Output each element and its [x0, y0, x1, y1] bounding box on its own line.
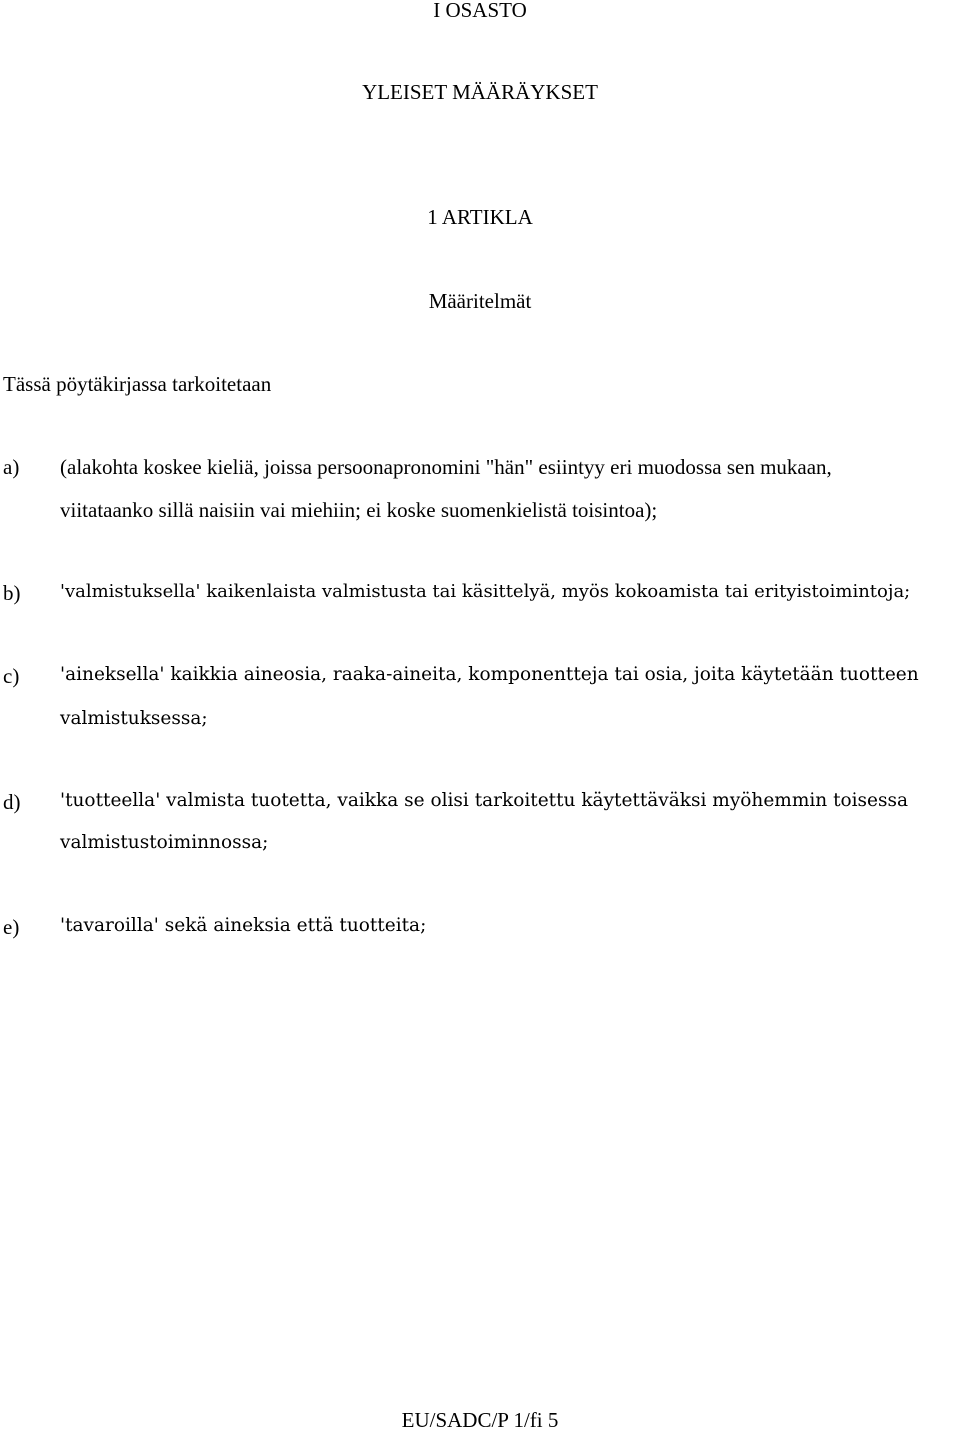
- definition-line: valmistuksessa;: [60, 708, 208, 729]
- definition-marker: d): [3, 790, 21, 814]
- part-heading: I OSASTO: [433, 0, 527, 22]
- definition-marker: e): [3, 915, 20, 939]
- definition-line: (alakohta koskee kieliä, joissa persoonapronomini "hän" esiintyy eri muodossa sen mukaan,: [60, 455, 832, 479]
- definition-line: 'valmistuksella' kaikenlaista valmistusta tai käsittelyä, myös kokoamista tai erityistoimintoja;: [60, 581, 911, 602]
- definition-marker: a): [3, 455, 20, 479]
- article-title: Määritelmät: [428, 289, 532, 313]
- definition-line: 'tuotteella' valmista tuotetta, vaikka se olisi tarkoitettu käytettäväksi myöhemmin toisessa: [60, 790, 909, 811]
- definition-line: 'tavaroilla' sekä aineksia että tuotteita;: [60, 915, 427, 936]
- definition-line: viitataanko sillä naisiin vai miehiin; ei koske suomenkielistä toisintoa);: [60, 498, 658, 522]
- definition-line: 'aineksella' kaikkia aineosia, raaka-aineita, komponentteja tai osia, joita käytetään tuotteen: [60, 664, 919, 685]
- intro-text: Tässä pöytäkirjassa tarkoitetaan: [3, 372, 272, 396]
- article-number: 1 ARTIKLA: [427, 205, 533, 229]
- section-title: YLEISET MÄÄRÄYKSET: [362, 80, 598, 104]
- page-footer: EU/SADC/P 1/fi 5: [401, 1408, 559, 1432]
- definition-marker: c): [3, 664, 20, 688]
- definition-line: valmistustoiminnossa;: [60, 832, 269, 853]
- definition-marker: b): [3, 581, 21, 605]
